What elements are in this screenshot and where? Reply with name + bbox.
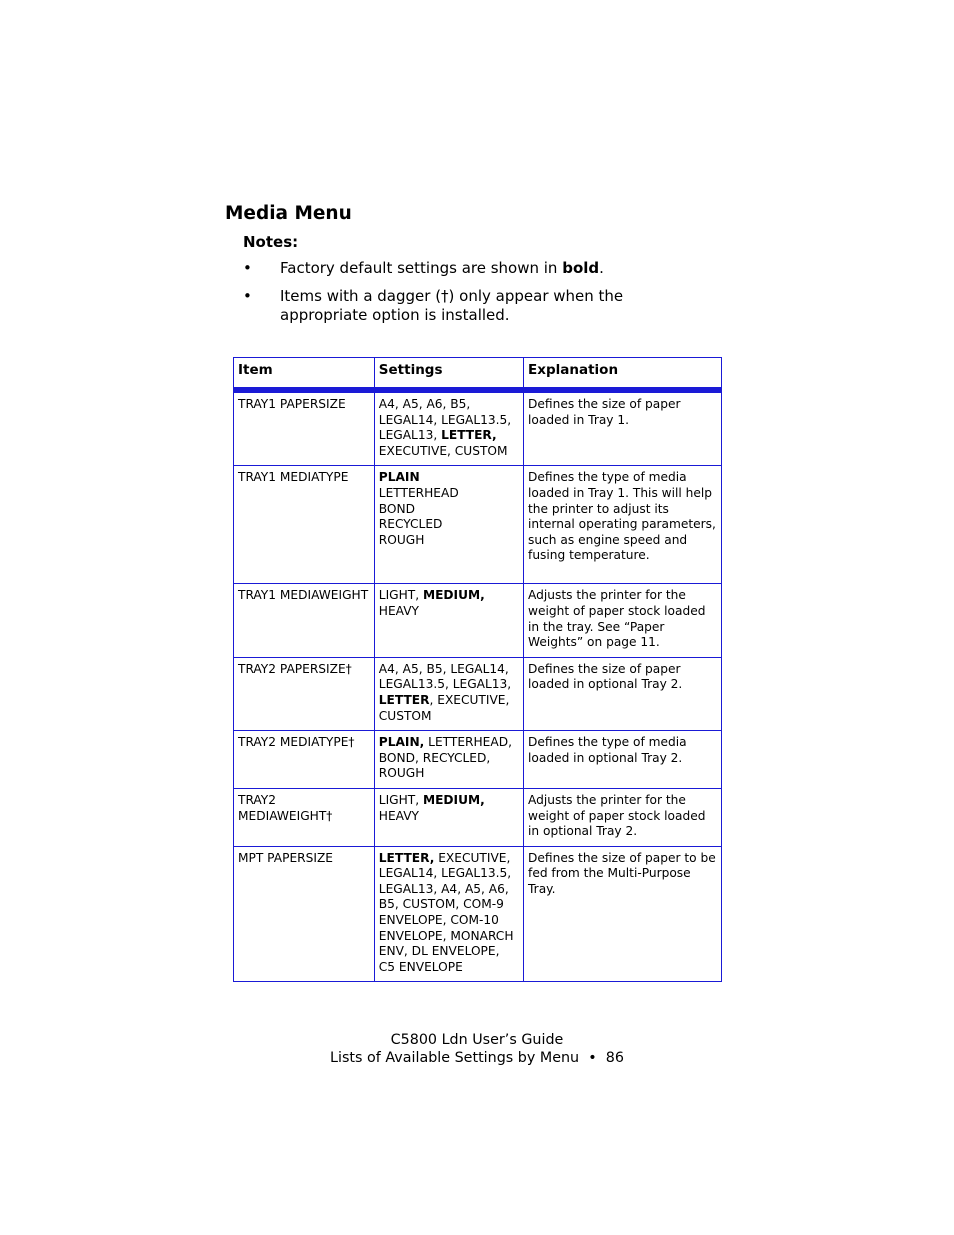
cell-settings bbox=[374, 584, 523, 657]
settings-values: LETTERHEAD, BOND, RECYCLED, ROUGH bbox=[378, 735, 512, 781]
notes-heading: Notes: bbox=[243, 233, 299, 251]
settings-values: HEAVY bbox=[378, 808, 419, 823]
table-row bbox=[234, 584, 722, 657]
cell-item: TRAY1 MEDIAWEIGHT bbox=[234, 584, 375, 657]
bullet-dot: • bbox=[243, 287, 252, 305]
table-row bbox=[234, 788, 722, 846]
cell-item: TRAY1 MEDIATYPE bbox=[234, 466, 375, 584]
settings-values: LIGHT, bbox=[378, 588, 423, 603]
settings-line: PLAIN bbox=[378, 470, 420, 485]
settings-default-value: MEDIUM, bbox=[422, 588, 485, 603]
settings-line: LETTERHEAD bbox=[378, 485, 459, 500]
cell-explanation: Defines the size of paper loaded in optional Tray 2. bbox=[524, 657, 722, 730]
settings-line: RECYCLED bbox=[378, 517, 443, 532]
table-row bbox=[234, 731, 722, 789]
cell-explanation: Adjusts the printer for the weight of paper stock loaded in optional Tray 2. bbox=[524, 788, 722, 846]
cell-explanation: Defines the type of media loaded in Tray 1. This will help the printer to adjust its internal operating parameters, such as engine speed and fusing temperature. bbox=[524, 466, 722, 584]
cell-item: MPT PAPERSIZE bbox=[234, 846, 375, 982]
table-row bbox=[234, 466, 722, 584]
cell-explanation: Adjusts the printer for the weight of paper stock loaded in the tray. See “Paper Weights” on page 11. bbox=[524, 584, 722, 657]
table-header-row bbox=[234, 358, 722, 391]
table-row bbox=[234, 846, 722, 982]
cell-settings bbox=[374, 731, 523, 789]
cell-explanation: Defines the size of paper loaded in Tray 1. bbox=[524, 390, 722, 466]
header-explanation: Explanation bbox=[524, 358, 722, 391]
cell-item: TRAY2 PAPERSIZE† bbox=[234, 657, 375, 730]
settings-values: A4, A5, B5, LEGAL14, LEGAL13.5, LEGAL13, bbox=[378, 661, 512, 692]
settings-default-value: LETTER, bbox=[441, 428, 497, 443]
cell-settings bbox=[374, 657, 523, 730]
cell-explanation: Defines the size of paper to be fed from the Multi-Purpose Tray. bbox=[524, 846, 722, 982]
cell-item: TRAY2 MEDIAWEIGHT† bbox=[234, 788, 375, 846]
settings-default-value: PLAIN, bbox=[378, 735, 425, 750]
cell-settings bbox=[374, 788, 523, 846]
header-item: Item bbox=[234, 358, 375, 391]
settings-default-value: MEDIUM, bbox=[422, 792, 485, 807]
bullet-text bbox=[280, 259, 700, 278]
media-menu-table bbox=[233, 357, 722, 982]
cell-settings bbox=[374, 846, 523, 982]
footer-separator: • bbox=[588, 1050, 597, 1066]
table-row bbox=[234, 657, 722, 730]
settings-line: ROUGH bbox=[378, 532, 425, 547]
bullet-text: Items with a dagger (†) only appear when the appropriate option is installed. bbox=[280, 287, 624, 324]
bullet-dot: • bbox=[243, 259, 252, 277]
bullet-text-bold: bold bbox=[562, 259, 600, 277]
settings-values: EXECUTIVE, CUSTOM bbox=[378, 443, 508, 458]
settings-values: , EXECUTIVE, CUSTOM bbox=[378, 692, 510, 723]
settings-default-value: LETTER bbox=[378, 692, 430, 707]
page-title: Media Menu bbox=[225, 203, 352, 224]
settings-values: LIGHT, bbox=[378, 792, 423, 807]
table-row bbox=[234, 390, 722, 466]
settings-values: EXECUTIVE, LEGAL14, LEGAL13.5, LEGAL13, A4, A5, A6, B5, CUSTOM, COM-9 ENVELOPE, COM-10 ENVELOPE, MONARCH ENV, DL ENVELOPE, C5 ENVELOPE bbox=[378, 850, 514, 974]
settings-values: A4, A5, A6, B5, LEGAL14, LEGAL13.5, LEGAL13, bbox=[378, 397, 512, 443]
cell-item: TRAY1 PAPERSIZE bbox=[234, 390, 375, 466]
cell-settings bbox=[374, 390, 523, 466]
footer-section bbox=[0, 1050, 954, 1066]
cell-item: TRAY2 MEDIATYPE† bbox=[234, 731, 375, 789]
cell-settings bbox=[374, 466, 523, 584]
settings-line: BOND bbox=[378, 501, 416, 516]
settings-values: HEAVY bbox=[378, 603, 419, 618]
footer-section-name: Lists of Available Settings by Menu bbox=[330, 1050, 580, 1066]
cell-explanation: Defines the type of media loaded in optional Tray 2. bbox=[524, 731, 722, 789]
page-number: 86 bbox=[605, 1050, 624, 1066]
header-settings: Settings bbox=[374, 358, 523, 391]
bullet-text-part: Factory default settings are shown in bbox=[280, 259, 563, 277]
bullet-text-part: . bbox=[599, 259, 604, 277]
settings-default-value: LETTER, bbox=[378, 850, 435, 865]
footer-guide-title: C5800 Ldn User’s Guide bbox=[390, 1032, 564, 1048]
